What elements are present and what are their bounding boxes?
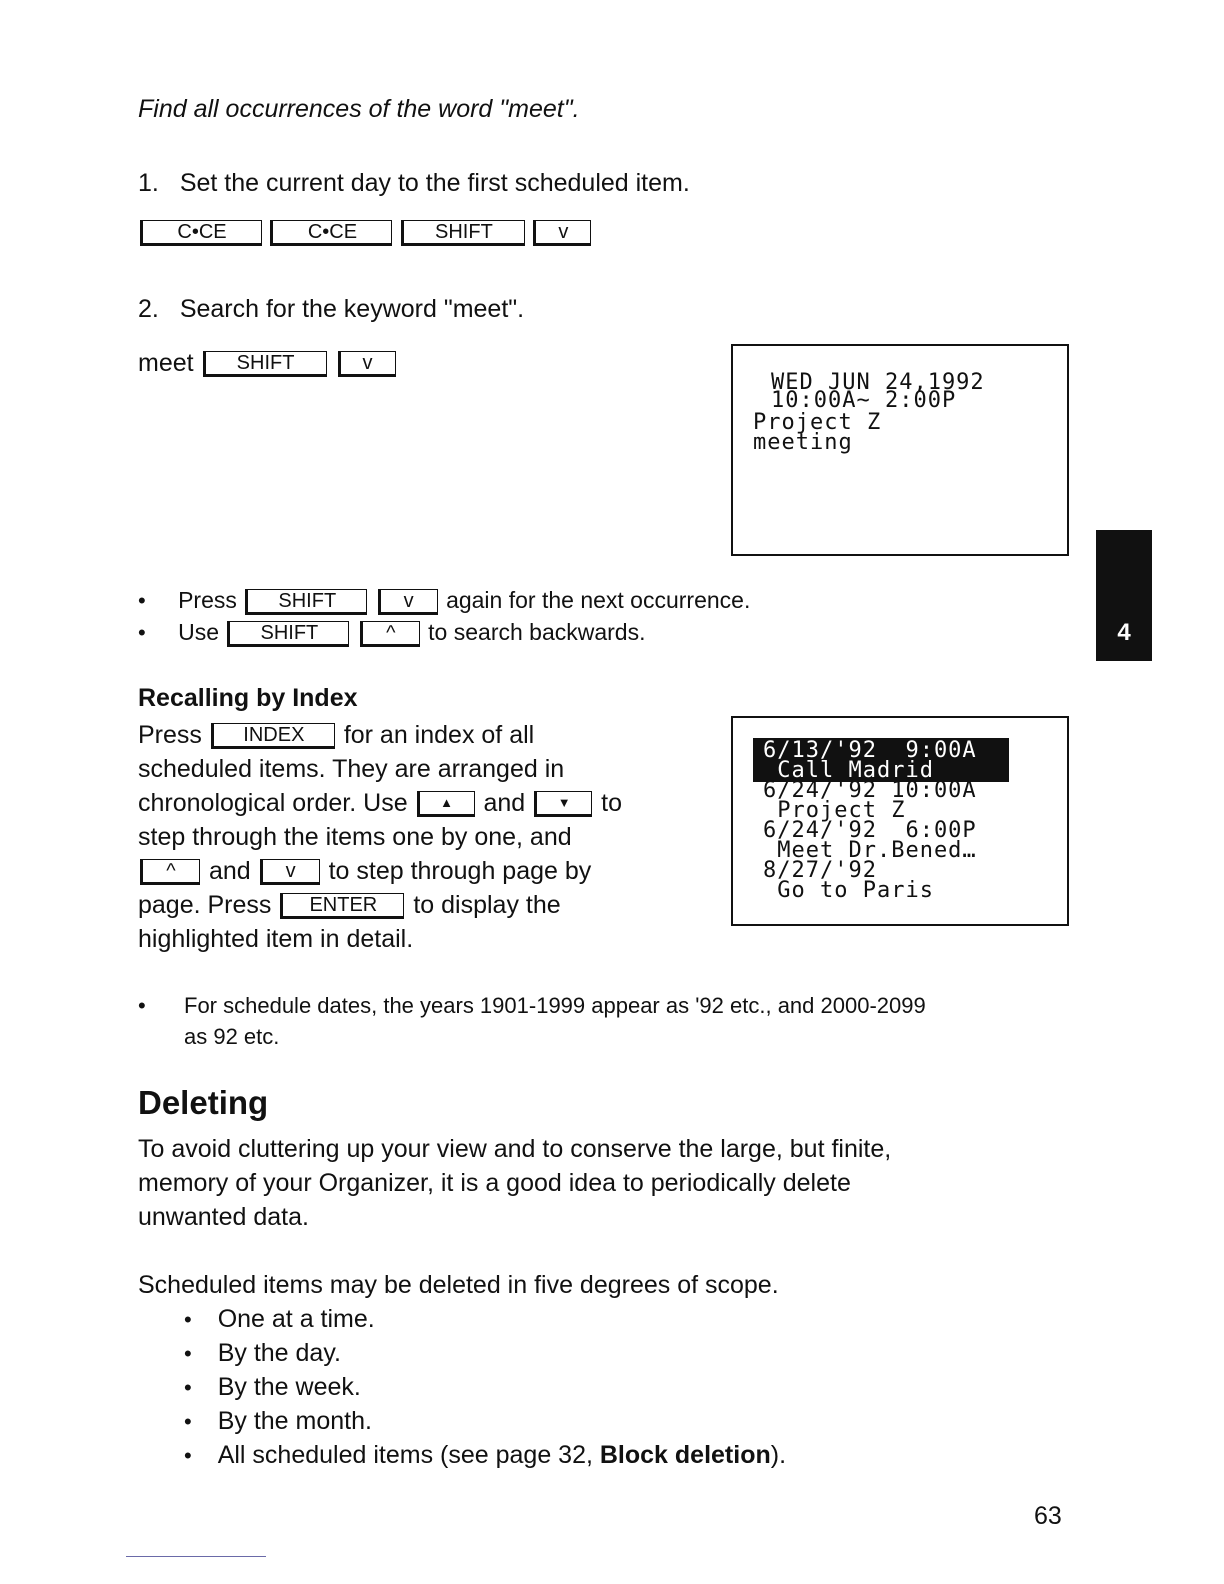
bullet-icon: • [184, 1341, 192, 1366]
bullet-icon: • [138, 588, 146, 613]
down-key[interactable]: v [378, 589, 438, 615]
scope-item [184, 1302, 375, 1337]
step-2-number: 2. [138, 295, 159, 323]
recall-line [138, 718, 534, 752]
down-key[interactable]: v [533, 220, 591, 246]
note-text: to search backwards. [428, 619, 646, 645]
deleting-para-line: unwanted data. [138, 1203, 309, 1231]
chapter-number: 4 [1117, 619, 1131, 646]
down-key[interactable]: v [338, 351, 396, 377]
lcd-line: meeting [753, 430, 853, 455]
deleting-para-line: To avoid cluttering up your view and to conserve the large, but finite, [138, 1135, 892, 1163]
scope-item-text: ). [770, 1441, 787, 1469]
bullet-icon: • [184, 1443, 192, 1468]
recall-text: to step through page by [328, 857, 592, 885]
recall-text: page. Press [138, 891, 272, 919]
lcd-screen-index [731, 716, 1069, 926]
note-back [138, 616, 646, 649]
deleting-heading: Deleting [138, 1084, 269, 1121]
bullet-icon: • [184, 1307, 192, 1332]
intro-text: Find all occurrences of the word "meet". [138, 95, 580, 123]
note-text: Use [178, 619, 219, 645]
chapter-tab [1096, 530, 1152, 661]
bullet-icon: • [184, 1375, 192, 1400]
recall-heading: Recalling by Index [138, 684, 358, 712]
deleting-scope-intro: Scheduled items may be deleted in five degrees of scope. [138, 1271, 779, 1299]
recall-line: scheduled items. They are arranged in [138, 755, 565, 783]
bullet-icon: • [184, 1409, 192, 1434]
bullet-icon: • [138, 993, 146, 1018]
recall-line [138, 854, 591, 888]
cce-key[interactable]: C•CE [270, 220, 392, 246]
recall-text: chronological order. Use [138, 789, 408, 817]
recall-line [138, 888, 561, 922]
recall-text: Press [138, 721, 202, 749]
recall-text: and [208, 857, 251, 885]
lcd-line: 6/24/'92 10:00A [763, 778, 977, 803]
step-1-number: 1. [138, 169, 159, 197]
lcd-line: 6/13/'92 9:00A [763, 738, 977, 763]
step-1-text: Set the current day to the first scheduled item. [179, 169, 690, 197]
lcd-screen-search [731, 344, 1069, 556]
lcd-line: Meet Dr.Bened… [763, 838, 977, 863]
lcd-line: Call Madrid [763, 758, 934, 783]
note-text: again for the next occurrence. [446, 587, 751, 613]
recall-line [138, 786, 622, 820]
step-1-keys [138, 220, 593, 246]
note-text: Press [178, 587, 237, 613]
scope-item-text: All scheduled items (see page 32, [217, 1441, 600, 1469]
up-arrow-key[interactable]: ▲ [417, 791, 475, 817]
step-2-text: Search for the keyword "meet". [179, 295, 525, 323]
bottom-rule [126, 1556, 266, 1557]
scope-item [184, 1336, 341, 1371]
lcd-line: 6/24/'92 6:00P [763, 818, 977, 843]
step-1 [138, 166, 690, 200]
shift-key[interactable]: SHIFT [227, 621, 349, 647]
scope-item [184, 1404, 372, 1439]
lcd-line: Go to Paris [763, 878, 934, 903]
scope-item-text: One at a time. [217, 1305, 375, 1333]
scope-item [184, 1438, 786, 1473]
lcd-line: Project Z [753, 410, 882, 435]
page-number: 63 [1034, 1502, 1062, 1530]
recall-line: step through the items one by one, and [138, 823, 572, 851]
year-note-line: For schedule dates, the years 1901-1999 appear as '92 etc., and 2000-2099 [184, 993, 926, 1018]
step-2-keys [138, 346, 398, 380]
typed-keyword: meet [138, 349, 194, 377]
year-note [138, 990, 926, 1049]
recall-text: to display the [413, 891, 561, 919]
note-next [138, 584, 750, 617]
shift-key[interactable]: SHIFT [203, 351, 327, 377]
lcd-line: 8/27/'92 [763, 858, 877, 883]
scope-item-text: By the month. [217, 1407, 372, 1435]
deleting-para-line: memory of your Organizer, it is a good idea to periodically delete [138, 1169, 851, 1197]
step-2 [138, 292, 524, 326]
down-key[interactable]: v [260, 859, 320, 885]
down-arrow-key[interactable]: ▼ [534, 791, 592, 817]
block-deletion-link[interactable]: Block deletion [599, 1441, 771, 1469]
shift-key[interactable]: SHIFT [401, 220, 525, 246]
up-key[interactable]: ^ [140, 859, 200, 885]
recall-line: highlighted item in detail. [138, 925, 414, 953]
shift-key[interactable]: SHIFT [245, 589, 367, 615]
enter-key[interactable]: ENTER [280, 893, 404, 919]
recall-text: for an index of all [343, 721, 535, 749]
bullet-icon: • [138, 620, 146, 645]
lcd-line: Project Z [763, 798, 906, 823]
scope-item-text: By the day. [217, 1339, 341, 1367]
lcd-line: 10:00A~ 2:00P [771, 388, 957, 413]
index-key[interactable]: INDEX [211, 723, 335, 749]
year-note-line: as 92 etc. [184, 1024, 280, 1049]
cce-key[interactable]: C•CE [140, 220, 262, 246]
lcd-line: WED JUN 24,1992 [771, 370, 985, 395]
up-key[interactable]: ^ [360, 621, 420, 647]
scope-item-text: By the week. [217, 1373, 361, 1401]
scope-item [184, 1370, 361, 1405]
recall-text: to [601, 789, 622, 817]
recall-text: and [483, 789, 526, 817]
